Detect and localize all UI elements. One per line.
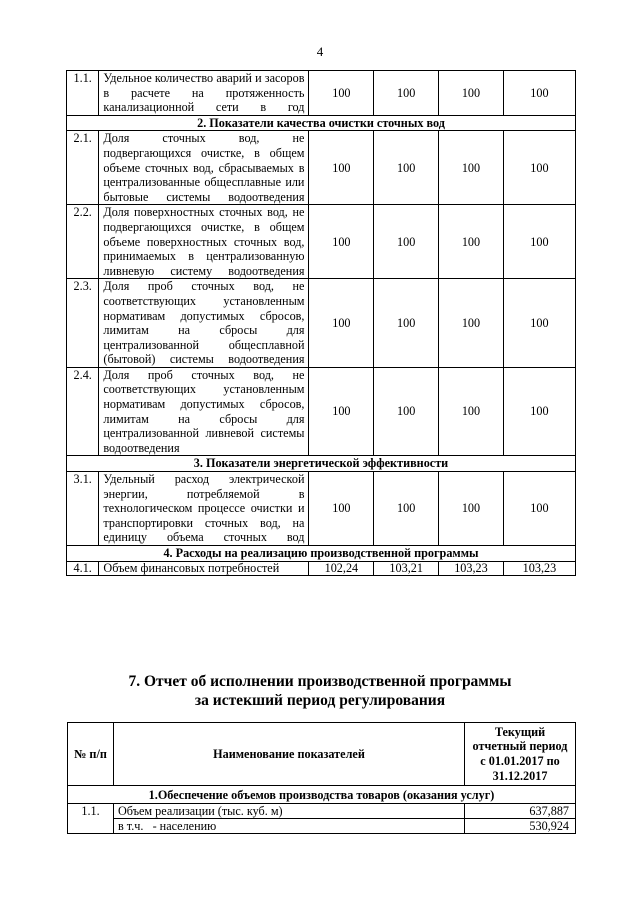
- value-cell: 100: [503, 71, 575, 116]
- value-cell: 100: [374, 279, 439, 368]
- page-number: 4: [316, 44, 324, 59]
- value-cell: 100: [309, 279, 374, 368]
- section-title: 3. Показатели энергетической эффективности: [67, 456, 576, 472]
- value-cell: 100: [374, 472, 439, 546]
- table-row: [67, 279, 576, 368]
- indicator-name: Доля проб сточных вод, не соответствующих установленным нормативам допустимых сбросов, лимитам на сбросы для централизованной ливневой системы водоотведения: [99, 367, 309, 456]
- indicator-name: Объем финансовых потребностей: [99, 561, 309, 575]
- row-number: 1.1.: [68, 804, 114, 834]
- table-row: [68, 804, 576, 819]
- section-row: [67, 546, 576, 562]
- row-number: 4.1.: [67, 561, 99, 575]
- section-title: 1.Обеспечение объемов производства товаров (оказания услуг): [68, 786, 576, 804]
- value-cell: 100: [439, 131, 504, 205]
- value-cell: 100: [503, 279, 575, 368]
- row-number: 2.1.: [67, 131, 99, 205]
- section-row: [67, 456, 576, 472]
- row-number: 2.2.: [67, 205, 99, 279]
- value-cell: 100: [309, 131, 374, 205]
- targets-table: [66, 70, 576, 576]
- section-title: 2. Показатели качества очистки сточных вод: [67, 115, 576, 131]
- indicator-name: Объем реализации (тыс. куб. м): [114, 804, 465, 819]
- section-title: 4. Расходы на реализацию производственной программы: [67, 546, 576, 562]
- indicator-name: Удельный расход электрической энергии, потребляемой в технологическом процессе очистки и транспортировки сточных вод, на единицу объема сточных вод: [99, 472, 309, 546]
- section-row: [67, 115, 576, 131]
- value-cell: 100: [503, 131, 575, 205]
- section-row: [68, 786, 576, 804]
- indicator-name: Доля поверхностных сточных вод, не подвергающихся очистке, в общем объеме поверхностных сточных вод, принимаемых в централизованную ливневую систему водоотведения: [99, 205, 309, 279]
- table-row: [68, 819, 576, 834]
- value-cell: 100: [439, 367, 504, 456]
- header-row: [68, 723, 576, 786]
- value-cell: 100: [439, 472, 504, 546]
- value-cell: 100: [309, 205, 374, 279]
- table-row: [67, 131, 576, 205]
- value-cell: 100: [439, 71, 504, 116]
- indicator-name: Доля сточных вод, не подвергающихся очистке, в общем объеме сточных вод, сбрасываемых в централизованные общесплавные или бытовые системы водоотведения: [99, 131, 309, 205]
- value-cell: 100: [309, 71, 374, 116]
- row-number: 1.1.: [67, 71, 99, 116]
- value-cell: 100: [439, 279, 504, 368]
- indicator-name: в т.ч. - населению: [114, 819, 465, 834]
- table-row: [67, 71, 576, 116]
- table-row: [67, 472, 576, 546]
- value-cell: 100: [439, 205, 504, 279]
- value-cell: 100: [503, 367, 575, 456]
- column-header-name: Наименование показателей: [114, 723, 465, 786]
- value-cell: 103,23: [439, 561, 504, 575]
- value-cell: 100: [374, 205, 439, 279]
- column-header-period: Текущий отчетный период с 01.01.2017 по 31.12.2017: [465, 723, 576, 786]
- table-row: [67, 561, 576, 575]
- value-cell: 530,924: [465, 819, 576, 834]
- row-number: 2.3.: [67, 279, 99, 368]
- row-number: 3.1.: [67, 472, 99, 546]
- value-cell: 100: [503, 205, 575, 279]
- value-cell: 100: [374, 71, 439, 116]
- section-subheading: за истекший период регулирования: [194, 692, 446, 709]
- table-row: [67, 205, 576, 279]
- value-cell: 100: [309, 472, 374, 546]
- row-number: 2.4.: [67, 367, 99, 456]
- indicator-name: Доля проб сточных вод, не соответствующих установленным нормативам допустимых сбросов, лимитам на сбросы для централизованной общесплавной (бытовой) системы водоотведения: [99, 279, 309, 368]
- report-table: [67, 722, 576, 834]
- value-cell: 100: [374, 367, 439, 456]
- value-cell: 103,21: [374, 561, 439, 575]
- value-cell: 102,24: [309, 561, 374, 575]
- value-cell: 103,23: [503, 561, 575, 575]
- table-row: [67, 367, 576, 456]
- column-header-number: № п/п: [68, 723, 114, 786]
- indicator-name: Удельное количество аварий и засоров в расчете на протяженность канализационной сети в год: [99, 71, 309, 116]
- value-cell: 100: [374, 131, 439, 205]
- value-cell: 637,887: [465, 804, 576, 819]
- value-cell: 100: [503, 472, 575, 546]
- section-heading: 7. Отчет об исполнении производственной программы: [128, 673, 512, 690]
- value-cell: 100: [309, 367, 374, 456]
